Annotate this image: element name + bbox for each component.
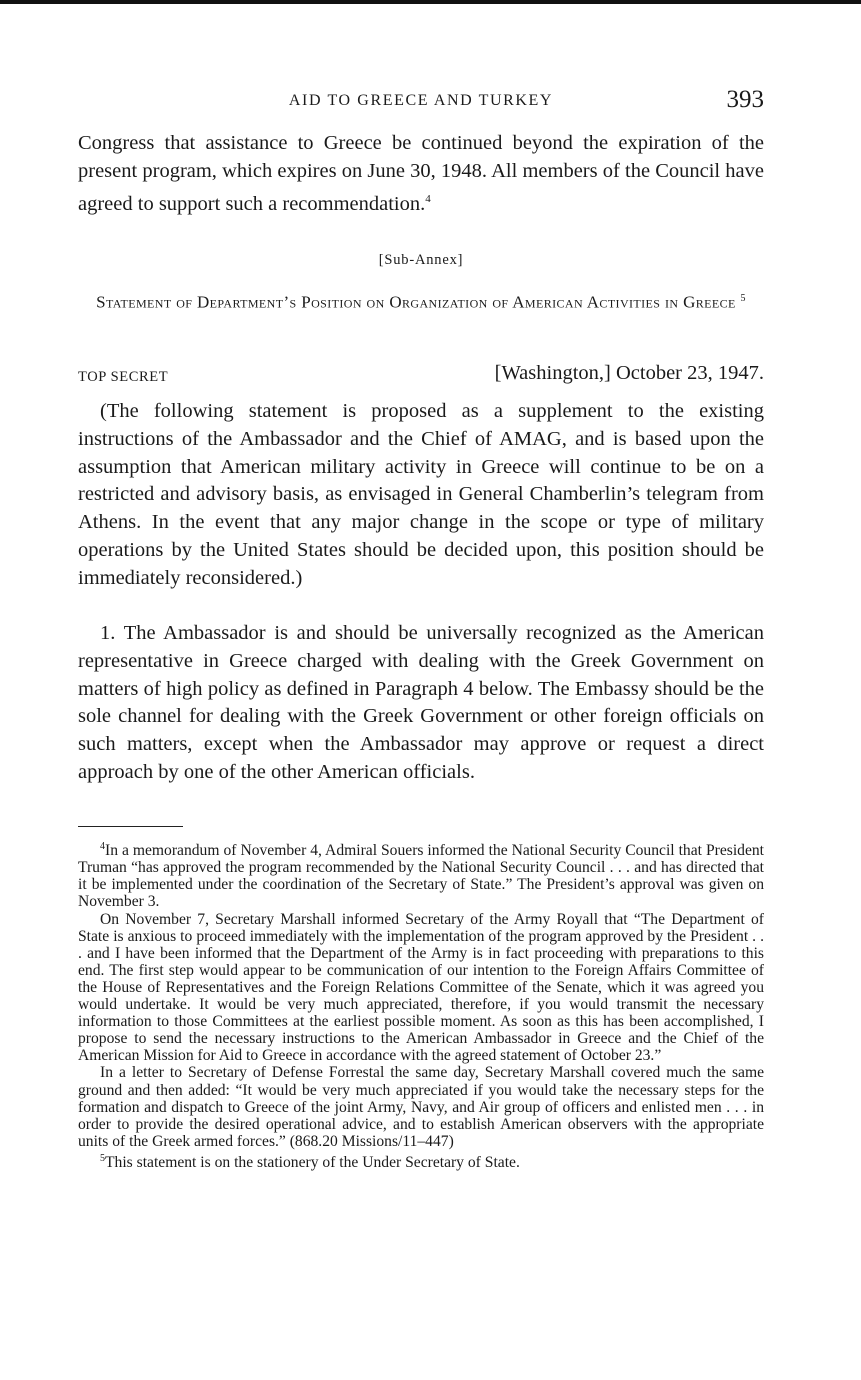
footnote-5-marker: 5 xyxy=(100,1152,105,1164)
footnote-4-text-1: In a memorandum of November 4, Admiral Souers informed the National Security Council that President Truman “has approved the program recommended by the National Security Council . . . and has directed that it be implemented under the coordination of the Secretary of State.” The President’s approval was given on November 3. xyxy=(78,842,764,911)
paragraph-1: 1. The Ambassador is and should be universally recognized as the American representative in Greece charged with dealing with the Greek Government on matters of high policy as defined in Paragraph 4 below. The Embassy should be the sole channel for dealing with the Greek Government or other foreign officials on such matters, except when the Ambassador may approve or request a direct approach by one of the other American officials. xyxy=(78,622,764,783)
footnote-ref-5: 5 xyxy=(740,293,746,304)
footnote-4-part-2: On November 7, Secretary Marshall informed Secretary of the Army Royall that “The Department of State is anxious to proceed immediately with the implementation of the program approved by the President . . . and I have been informed that the Department of the Army is in fact proceeding with preparations to this end. The first step would appear to be communication of our intention to the Foreign Affairs Committee of the House of Representatives and the Foreign Relations Committee of the Senate, which it was agreed you would undertake. It would be very much appreciated, therefore, if you would transmit the necessary information to those Committees at the earliest possible moment. As soon as this has been accomplished, I propose to send the necessary instructions to the American Ambassador in Greece and the Chief of the American Mission for Aid to Greece in accordance with the agreed statement of October 23.” xyxy=(78,910,764,1065)
footnote-4-marker: 4 xyxy=(100,841,105,852)
dateline-row xyxy=(78,362,764,392)
footnote-divider xyxy=(78,826,183,827)
page-number: 393 xyxy=(726,86,764,113)
page-header xyxy=(78,86,764,120)
document-title xyxy=(78,286,764,316)
continued-paragraph xyxy=(78,130,764,218)
continued-paragraph-text: Congress that assistance to Greece be continued beyond the expiration of the present program, which expires on June 30, 1948. All members of the Council have agreed to support such a recommendation. xyxy=(78,132,764,215)
page-top-rule xyxy=(0,0,861,4)
intro-paragraph: (The following statement is proposed as a supplement to the existing instructions of the Ambassador and the Chief of AMAG, and is based upon the assumption that American military activity in Greece will continue to be on a restricted and advisory basis, as envisaged in General Chamberlin’s telegram from Athens. In the event that any major change in the scope or type of military operations by the United States should be decided upon, this position should be immediately reconsidered.) xyxy=(78,400,764,589)
dateline: [Washington,] October 23, 1947. xyxy=(494,362,764,384)
classification-label: TOP SECRET xyxy=(78,369,169,385)
footnote-4-part-1 xyxy=(78,838,764,911)
running-head: AID TO GREECE AND TURKEY xyxy=(288,92,554,109)
sub-annex-label: [Sub-Annex] xyxy=(378,252,464,268)
footnotes xyxy=(78,838,764,1171)
footnote-5-text: This statement is on the stationery of the Under Secretary of State. xyxy=(105,1154,520,1172)
footnote-5 xyxy=(78,1150,764,1171)
footnote-ref-4: 4 xyxy=(425,192,431,205)
footnote-4-part-3: In a letter to Secretary of Defense Forrestal the same day, Secretary Marshall covered much the same ground and then added: “It would be very much appreciated if you would take the necessary steps for the formation and dispatch to Greece of the joint Army, Navy, and Air group of officers and enlisted men . . . in order to provide the desired operational advice, and to establish American observers with the appropriate units of the Greek armed forces.” (868.20 Missions/11–447) xyxy=(78,1064,764,1150)
document-title-text: Statement of Department’s Position on Organization of American Activities in Greece xyxy=(96,292,736,312)
